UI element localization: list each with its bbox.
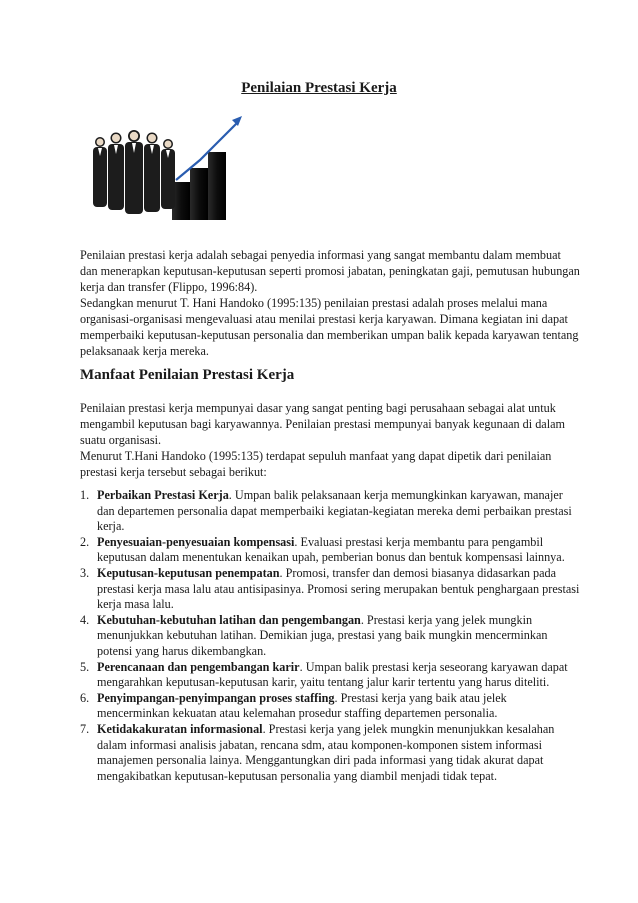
list-number: 7. xyxy=(80,721,90,736)
benefit-term: Kebutuhan-kebutuhan latihan dan pengembangan xyxy=(97,612,361,627)
benefit-description: . Prestasi kerja yang jelek mungkin menunjukkan kesalahan dalam informasi analisis jabatan, rencana sdm, atau komponen-komponen sistem informasi manajemen personalia lainya. Menggantungkan diri pada informasi yang tidak akurat dapat mengakibatkan keputusan-keputusan personalia yang diambil menjadi tidak tepat. xyxy=(97,721,555,783)
intro-text xyxy=(80,247,580,359)
list-item xyxy=(80,660,580,691)
benefit-term: Ketidakakuratan informasional xyxy=(97,721,263,736)
list-number: 5. xyxy=(80,659,90,674)
benefits-list xyxy=(80,488,580,784)
benefit-description: . Umpan balik pelaksanaan kerja memungkinkan karyawan, manajer dan departemen personalia dapat memperbaiki kegiatan-kegiatan mereka demi perbaikan prestasi kerja. xyxy=(97,488,572,534)
list-number: 3. xyxy=(80,565,90,580)
benefit-term: Perencanaan dan pengembangan karir xyxy=(97,659,300,674)
benefit-description: . Umpan balik prestasi kerja seseorang karyawan dapat mengarahkan keputusan-keputusan karir, yaitu tentang jalur karir tertentu yang harus diteliti. xyxy=(97,659,568,690)
section-heading: Manfaat Penilaian Prestasi Kerja xyxy=(80,367,295,383)
list-number: 6. xyxy=(80,690,90,705)
list-item xyxy=(80,691,580,722)
business-team-growth-illustration xyxy=(88,108,258,220)
list-item xyxy=(80,488,580,535)
list-item xyxy=(80,613,580,660)
intro-paragraph: Penilaian prestasi kerja adalah sebagai penyedia informasi yang sangat membantu dalam membuat dan menerapkan keputusan-keputusan seperti promosi jabatan, peningkatan gaji, pemutusan hubungan kerja dan transfer (Flippo, 1996:84). xyxy=(80,248,580,294)
benefit-term: Perbaikan Prestasi Kerja xyxy=(97,488,229,502)
section-body xyxy=(80,400,580,480)
list-item xyxy=(80,722,580,784)
page-title: Penilaian Prestasi Kerja xyxy=(241,80,397,96)
intro-paragraph: Sedangkan menurut T. Hani Handoko (1995:135) penilaian prestasi adalah proses melalui mana organisasi-organisasi mengevaluasi atau menilai prestasi kerja karyawan. Dimana kegiatan ini dapat memperbaiki keputusan-keputusan personalia dan memberikan umpan balik kepada karyawan tentang pelaksanaak kerja mereka. xyxy=(80,296,579,358)
benefit-term: Penyimpangan-penyimpangan proses staffing xyxy=(97,690,335,705)
list-number: 2. xyxy=(80,534,90,549)
section-paragraph: Menurut T.Hani Handoko (1995:135) terdapat sepuluh manfaat yang dapat dipetik dari penilaian prestasi kerja tersebut sebagai berikut: xyxy=(80,449,552,479)
benefit-description: . Prestasi kerja yang baik atau jelek mencerminkan kekuatan atau kelemahan prosedur staffing departemen personalia. xyxy=(97,690,507,721)
section-paragraph: Penilaian prestasi kerja mempunyai dasar yang sangat penting bagi perusahaan sebagai alat untuk mengambil keputusan bagi karyawannya. Penilaian prestasi mempunyai banyak kegunaan di dalam suatu organisasi. xyxy=(80,401,565,447)
benefit-description: . Prestasi kerja yang jelek mungkin menunjukkan kebutuhan latihan. Demikian juga, prestasi yang baik mungkin mencerminkan potensi yang harus dikembangkan. xyxy=(97,612,548,658)
list-number: 4. xyxy=(80,612,90,627)
list-item xyxy=(80,535,580,566)
list-item xyxy=(80,566,580,613)
benefit-term: Penyesuaian-penyesuaian kompensasi xyxy=(97,534,295,549)
list-number: 1. xyxy=(80,488,90,502)
benefit-description: . Evaluasi prestasi kerja membantu para pengambil keputusan dalam menentukan kenaikan upah, pemberian bonus dan bentuk kompensasi lainnya. xyxy=(97,534,565,565)
benefit-term: Keputusan-keputusan penempatan xyxy=(97,565,280,580)
benefit-description: . Promosi, transfer dan demosi biasanya didasarkan pada prestasi kerja masa lalu atau antisipasinya. Promosi sering merupakan bentuk penghargaan prestasi kerja masa lalu. xyxy=(97,565,580,612)
